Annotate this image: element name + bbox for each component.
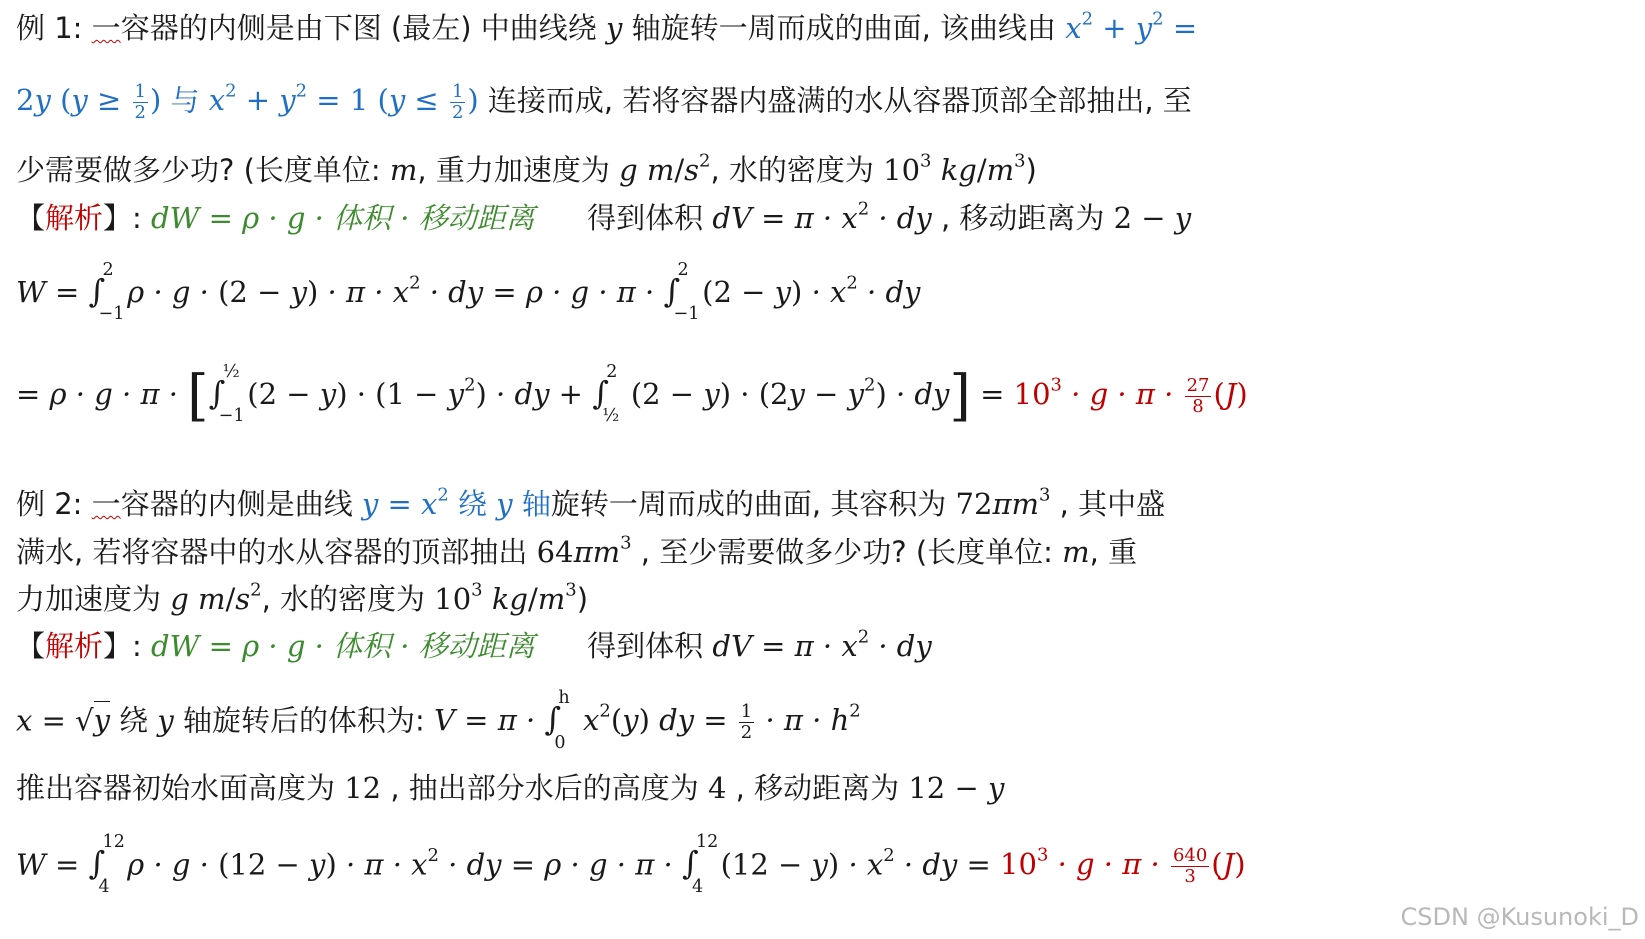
ex2-line-2: 满水, 若将容器中的水从容器的顶部抽出 $64\pi m^3$ , 至少需要做多少功? (长度单位: m, 重: [16, 532, 1138, 569]
ex1-work-integral-2: = ρ · g · π · [∫ ½ −1 $(2 - y) \cdot (1 - y^2)$ · dy + ∫ 2 ½ $(2 - y) \cdot (2y - y^2) \cdot dy] = 10^3 \cdot g \cdot \pi$ · $\frac{27}{8}$ (J): [16, 362, 1248, 427]
dw-formula: dW = ρ · g · 体积 · 移动距离: [151, 201, 535, 235]
analysis-label: 解析: [45, 629, 104, 663]
dw-formula: dW = ρ · g · 体积 · 移动距离: [151, 629, 535, 663]
ex2-volume-line: x = √y 绕 y 轴旋转后的体积为: V = π · ∫ h 0 $x^2(y)$ dy = $\frac{1}{2}$ · $\pi \cdot h^2$: [16, 688, 861, 753]
ex1-wavy-char: 一: [91, 11, 121, 45]
unit-circle-equation: $x^2 + y^2 = 1$ (y ≤ $\frac{1}{2}$ ): [208, 80, 479, 123]
ex1-analysis: 【解析】: dW = ρ · g · 体积 · 移动距离 得到体积 dV = $\pi \cdot x^2$ · dy , 移动距离为 2 − y: [16, 198, 1192, 235]
circle-equation: $x^2 + y^2$ =: [1065, 8, 1198, 45]
ex2-line-3: 力加速度为 g $m/s^2$, 水的密度为 $10^3$ $kg/m^3$): [16, 579, 589, 616]
circle-eq-cont: 2y (y ≥ $\frac{1}{2}$ ): [16, 81, 162, 123]
dv-formula: dV = $\pi \cdot x^2$ · dy: [712, 198, 932, 235]
ex1-line-2: 2y (y ≥ $\frac{1}{2}$ ) 与 $x^2 + y^2 = 1$ (y ≤ $\frac{1}{2}$ ) 连接而成, 若将容器内盛满的水从容器顶部全部抽出, 至: [16, 80, 1192, 123]
analysis-label: 解析: [45, 201, 104, 235]
ex1-work-integral-1: W = ∫ 2 −1 $\rho \cdot g \cdot (2 - y) \cdot \pi \cdot x^2$ · dy = ρ · g · π · ∫ 2 −1 $(2 - y) \cdot x^2$ · dy: [16, 260, 921, 325]
ex1-line-3: 少需要做多少功? (长度单位: m, 重力加速度为 g $m/s^2$, 水的密度为 $10^3$ $kg/m^3$): [16, 150, 1037, 187]
ex2-work-integral: W = ∫ 12 4 $\rho \cdot g \cdot (12 - y) \cdot \pi \cdot x^2$ · dy = ρ · g · π · ∫ 12 4 $(12 - y) \cdot x^2$ · dy = $10^3 \cdot g \cdot \pi$ · $\frac{640}{3}$ (J): [16, 832, 1246, 897]
ex1-line-1: 例 1: 一容器的内侧是由下图 (最左) 中曲线绕 y 轴旋转一周而成的曲面, 该曲线由 $x^2 + y^2$ =: [16, 8, 1198, 45]
parabola-equation: $y = x^2$: [361, 484, 449, 521]
ex2-line-1: 例 2: 一容器的内侧是曲线 $y = x^2$ 绕 y 轴旋转一周而成的曲面, 其容积为 $72\pi m^3$ , 其中盛: [16, 484, 1166, 521]
dv-formula: dV = $\pi \cdot x^2$ · dy: [712, 626, 932, 663]
watermark: CSDN @Kusunoki_D: [1400, 903, 1639, 931]
ex2-wavy-char: 一: [91, 487, 121, 521]
ex2-analysis: 【解析】: dW = ρ · g · 体积 · 移动距离 得到体积 dV = $\pi \cdot x^2$ · dy: [16, 626, 932, 663]
ex2-deduce-line: 推出容器初始水面高度为 12 , 抽出部分水后的高度为 4 , 移动距离为 12 − y: [16, 771, 1005, 805]
ex2-label: 例 2: [16, 487, 73, 521]
ex1-label: 例 1: [16, 11, 73, 45]
